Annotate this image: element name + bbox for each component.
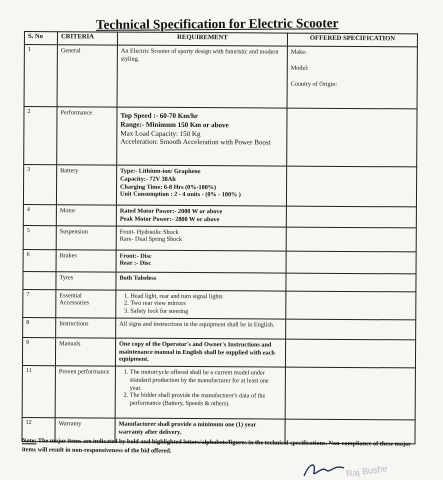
list-item: 2. Two rear view mirrors: [130, 300, 282, 309]
row-sno: 9: [22, 337, 55, 365]
table-row: [23, 204, 416, 227]
header-offered: OFFERED SPECIFICATION: [287, 33, 417, 47]
row-sno: 3: [23, 165, 56, 205]
offered-spec-cell[interactable]: [285, 339, 415, 368]
offered-spec-cell[interactable]: [287, 108, 417, 167]
row-requirement: [116, 205, 286, 227]
row-criteria: Motor: [56, 205, 116, 226]
req-line: Rear :- Disc: [119, 259, 152, 268]
req-line: Capacity:- 72V 38Ah: [120, 175, 176, 183]
offered-spec-cell[interactable]: [286, 273, 416, 292]
req-line: Range:- Minimum 150 Km or above: [120, 120, 229, 130]
req-line: Type:- Lithium-ion/ Graphene: [120, 167, 201, 176]
table-row: [24, 45, 417, 109]
req-line: Max Load Capacity: 150 Kg: [120, 129, 201, 138]
row-requirement: All signs and instructions in the equipment shall be in English.: [116, 318, 286, 339]
header-sno: S. No: [24, 32, 57, 45]
offered-spec-cell[interactable]: [286, 227, 416, 252]
row-sno: 1: [24, 45, 57, 107]
offered-spec-cell[interactable]: [286, 166, 416, 207]
row-criteria: Instructions: [56, 317, 116, 337]
row-criteria: Battery: [56, 165, 116, 205]
row-sno: 5: [23, 225, 56, 249]
table-row: [24, 107, 417, 167]
model-label: Model:: [290, 64, 309, 72]
req-line: Rated Motor Power:- 2000 W or above: [119, 207, 223, 216]
req-line: Unit Consumption : 2 - 4 units - (0% - 100% ): [119, 190, 241, 199]
document-title: Technical Specification for Electric Scooter: [95, 15, 339, 32]
row-sno: 7: [23, 289, 56, 317]
row-requirement: One copy of the Operator's and Owner's Instructions and maintenance manual in English shall be supplied with each equipment.: [115, 338, 285, 367]
row-criteria: Tyres: [56, 271, 116, 289]
row-requirement: Both Tubeless: [116, 272, 286, 291]
row-criteria: Essential Accessories: [56, 289, 116, 318]
table-row: [23, 225, 416, 251]
row-criteria: Suspension: [56, 225, 116, 249]
list-item: 2. The bidder shall provide the manufacturer's data of the performance (Battery, Speeds & others).: [130, 392, 282, 408]
row-criteria: General: [57, 45, 117, 107]
make-label: Make:: [290, 48, 307, 56]
row-sno: 4: [23, 204, 56, 225]
header-criteria: CRITERIA: [57, 32, 117, 45]
row-requirement: [117, 107, 287, 166]
table-row: [23, 317, 416, 339]
req-line: Rare- Dual Spring Shock: [119, 235, 183, 244]
row-sno: 6: [23, 249, 56, 271]
row-requirement: An Electric Scooter of sporty design with futuristic and modern styling.: [117, 45, 287, 108]
req-line: Front:- Disc: [119, 252, 152, 260]
table-row: [22, 337, 415, 368]
row-criteria: Manuals: [55, 337, 115, 366]
list-item: 3. Safety lock for steering: [130, 308, 282, 317]
req-line: Charging Time: 6-8 Hrs (0%-100%): [120, 183, 217, 191]
header-requirement: REQUIREMENT: [117, 32, 287, 46]
row-criteria: Brakes: [56, 249, 116, 271]
table-row: [22, 365, 415, 419]
row-requirement: [116, 250, 286, 273]
row-requirement: [116, 226, 286, 251]
req-line: Front- Hydraulic Shock: [119, 228, 179, 236]
spec-table: [21, 31, 418, 444]
row-sno: 2: [24, 107, 57, 165]
row-criteria: Performance: [57, 107, 117, 165]
table-row: [23, 271, 416, 291]
offered-spec-cell[interactable]: [286, 291, 416, 320]
row-sno: [23, 271, 56, 289]
row-requirement: [115, 366, 285, 419]
offered-spec-cell[interactable]: [286, 251, 416, 274]
row-criteria: Proven performance: [55, 366, 115, 418]
country-label: Country of Origin:: [290, 80, 338, 88]
stamp-watermark: Raj Bushe: [345, 463, 389, 479]
offered-spec-cell[interactable]: [287, 46, 417, 109]
list-item: 1. The motorcycle offered shall be a current model under standard production by the manufacturer for at least one year.: [130, 369, 282, 393]
table-row: [23, 165, 416, 207]
row-criteria: Warranty: [55, 418, 115, 442]
table-row: [23, 249, 416, 273]
offered-spec-cell[interactable]: [286, 319, 416, 340]
note-label: Note:: [22, 437, 37, 445]
offered-spec-cell[interactable]: [285, 367, 415, 420]
req-line: Top Speed :- 60-70 Km/hr: [120, 111, 199, 121]
signature-icon: [300, 458, 350, 480]
footnote: [22, 437, 422, 458]
row-requirement: [116, 290, 286, 319]
row-sno: 11: [22, 365, 55, 417]
row-requirement: Manufacturer shall provide a minimum one (1) year warranty after delivery.: [115, 418, 285, 443]
offered-spec-cell[interactable]: [286, 206, 416, 227]
req-line: Acceleration: Smooth Acceleration with Power Boost: [120, 137, 271, 147]
row-sno: 12: [22, 417, 55, 441]
row-requirement: [116, 165, 286, 206]
req-line: Peak Motor Power:- 2800 W or above: [119, 215, 220, 223]
note-text: The major items are indicated by bold and highlighted letters/alphabets/figures in the technical specifications. Non-compliance of these major items will result in non-responsiveness of the bid offered.: [21, 437, 411, 455]
row-sno: 8: [23, 317, 56, 337]
list-item: 1. Head light, rear and turn signal lights: [130, 292, 282, 301]
table-row: [23, 289, 416, 320]
